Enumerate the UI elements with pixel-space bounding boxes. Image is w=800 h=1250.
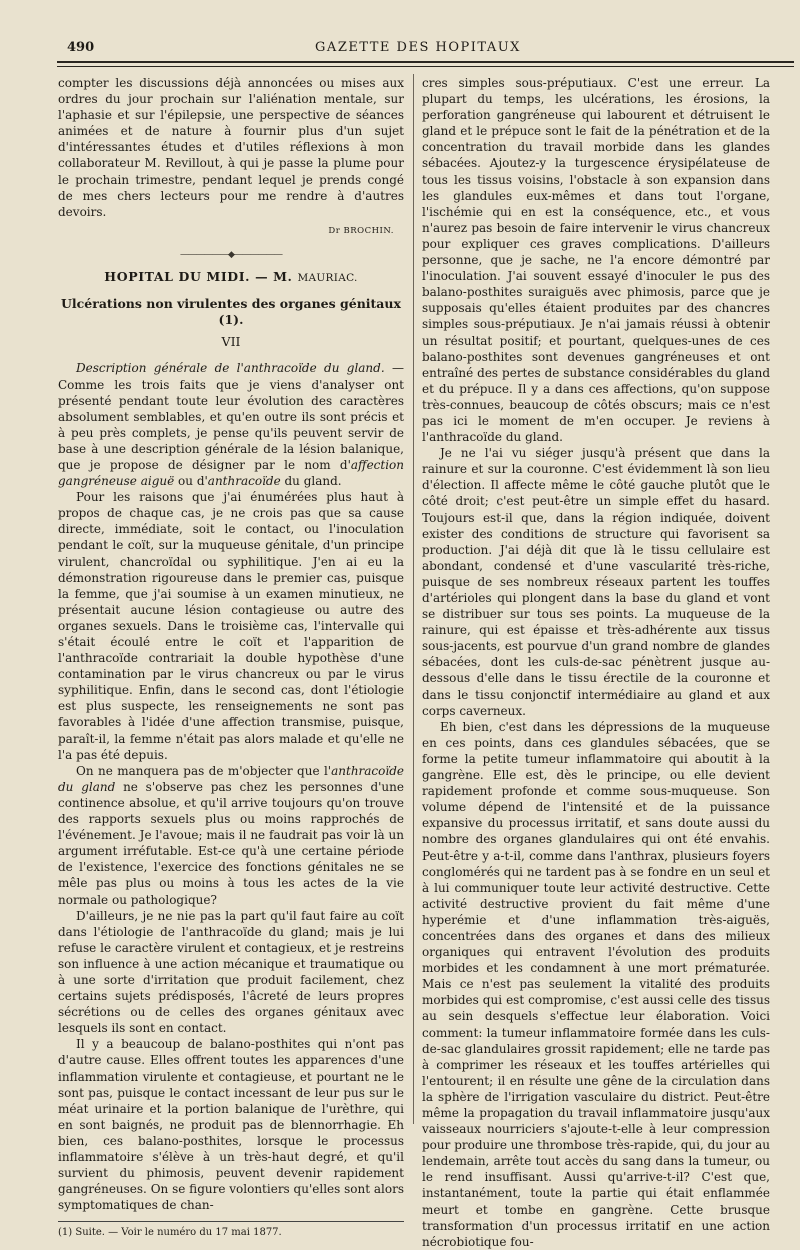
objection-start: On ne manquera pas de m'objecter que l' <box>76 763 332 778</box>
footnote-rule <box>58 1221 404 1222</box>
right-column <box>422 75 770 1250</box>
etiology-paragraph: Pour les raisons que j'ai énumérées plus haut à propos de chaque cas, je ne crois pas que sa cause directe, immédiate, soit le contact, ou l'inoculation pendant le coït, sur la muqueuse génitale, d'un principe virulent, chancroïdal ou syphilitique. J'en ai eu la démonstration rigoureuse dans le premier cas, puisque la femme, que j'ai soumise à un examen minutieux, ne présentait aucune lésion contagieuse ou autre des organes sexuels. Dans le troisième cas, l'intervalle qui s'était écoulé entre le coït et l'apparition de l'anthracoïde contrariait la double hypothèse d'une contamination par le virus chancreux ou par le virus syphilitique. Enfin, dans le second cas, dont l'étiologie est plus suspecte, les renseignements ne sont pas favorables à l'idée d'une affection transmise, puisque, paraît-il, la femme n'était pas alors malade et qu'elle ne l'a pas été depuis. <box>58 490 404 762</box>
chapter-number: VII <box>221 334 241 350</box>
author-signature: Dr BROCHIN. <box>328 225 394 236</box>
footnote: (1) Suite. — Voir le numéro du 17 mai 1877. <box>58 1227 282 1239</box>
description-title: Description générale de l'anthracoïde du gland. <box>76 361 385 376</box>
description-paragraph <box>58 360 404 489</box>
header-rule <box>57 61 794 63</box>
location-paragraph: Je ne l'ai vu siéger jusqu'à présent que dans la rainure et sur la couronne. C'est évidemment là son lieu d'élection. Il affecte même le côté gauche plutôt que le côté droit; c'est peut-être un simple effet du hasard. Toujours est-il que, dans la région indiquée, doivent exister des conditions de structure qui favorisent sa production. J'ai déjà dit que là le tissu cellulaire est abondant, condensé et d'une vascularité très-riche, puisque de ses nombreux réseaux partent les touffes d'artérioles qui plongent dans la base du gland et vont se distribuer sur tous ses points. La muqueuse de la rainure, qui est épaisse et très-adhérente aux tissus sous-jacents, est pourvue d'un grand nombre de glandes sébacées, dont les culs-de-sac pénètrent jusque au-dessous d'elle dans le tissu érectile de la couronne et dans le tissu conjonctif intermédiaire au gland et aux corps caverneux. <box>422 446 770 718</box>
continuation-paragraph: cres simples sous-préputiaux. C'est une erreur. La plupart du temps, les ulcérations, les érosions, la perforation gangréneuse qui labourent et détruisent le gland et le prépuce sont le fait de la pénétration et de la concentration du travail morbide dans les glandes sébacées. Ajoutez-y la turgescence érysipélateuse de tous les tissus voisins, l'obstacle à son expansion dans les glandules eux-mêmes et dans tout l'organe, l'ischémie qui en est la conséquence, etc., et vous n'aurez pas besoin de faire intervenir le virus chancreux pour expliquer ces graves complications. D'ailleurs personne, que je sache, ne l'a encore démontré par l'inoculation. J'ai souvent essayé d'inoculer le pus des balano-posthites suraiguës avec phimosis, parce que je supposais qu'elles étaient produites par des chancres simples sous-préputiaux. Je n'ai jamais réussi à obtenir un résultat positif; et pourtant, quelques-unes de ces balano-posthites sont devenues gangréneuses et ont entraîné des pertes de substance considérables du gland et du prépuce. Il y a dans ces affections, qu'on suppose très-connues, beaucoup de côtés obscurs; mais ce n'est pas ici le moment de m'en occuper. Je reviens à l'anthracoïde du gland. <box>422 76 770 445</box>
page-header <box>57 40 779 60</box>
coit-paragraph: D'ailleurs, je ne nie pas la part qu'il faut faire au coït dans l'étiologie de l'anthracoïde du gland; mais je lui refuse le caractère virulent et contagieux, et je restreins son influence à une action mécanique et traumatique ou à une sorte d'irritation que produit facilement, chez certains sujets prédisposés, l'âcreté de leurs propres sécrétions ou de celles des organes génitaux avec lesquels ils sont en contact. <box>58 908 404 1036</box>
description-text: — Comme les trois faits que je viens d'analyser ont présenté pendant toute leur évolution des caractères absolument semblables, et qu'en outre ils sont précis et à peu près complets, je pense qu'ils peuvent servir de base à une description générale de la lésion balanique, que je propose de désigner par le nom d' <box>58 361 404 472</box>
objection-paragraph <box>58 763 404 908</box>
balanoposthitis-paragraph: Il y a beaucoup de balano-posthites qui n'ont pas d'autre cause. Elles offrent toutes les apparences d'une inflammation virulente et contagieuse, et pourtant ne le sont pas, puisque le contact incessant de leur pus sur le méat urinaire et la portion balanique de l'urèthre, qui en sont baignés, ne produit pas de blennorrhagie. Eh bien, ces balano-posthites, lorsque le processus inflammatoire s'élève à un très-haut degré, et qu'il survient du phimosis, peuvent devenir rapidement gangréneuses. On se figure volontiers qu'elles sont alors symptomatiques de chan- <box>58 1037 404 1213</box>
left-column <box>58 75 404 1239</box>
description-mid: ou d' <box>174 474 208 489</box>
section-author: MAURIAC. <box>297 272 358 285</box>
journal-title: GAZETTE DES HOPITAUX <box>315 40 521 55</box>
mechanism-paragraph: Eh bien, c'est dans les dépressions de la muqueuse en ces points, dans ces glandules sébacées, que se forme la petite tumeur inflammatoire qui aboutit à la gangrène. Elle est, dès le principe, ou elle devient rapidement profonde et comme sous-muqueuse. Son volume dépend de l'intensité et de la puissance expansive du processus irritatif, et sans doute aussi du nombre des organes glandulaires qui ont été envahis. Peut-être y a-t-il, comme dans l'anthrax, plusieurs foyers conglomérés qui ne tardent pas à se fondre en un seul et à lui communiquer toute leur activité destructive. Cette activité destructive provient du fait même d'une hyperémie et d'une inflammation très-aiguës, concentrées dans des organes et dans des milieux organiques qui entravent l'évolution des produits morbides et les condamnent à une mort prématurée. Mais ce n'est pas seulement la vitalité des produits morbides qui est compromise, c'est aussi celle des tissus au sein desquels s'effectue leur élaboration. Voici comment: la tumeur inflammatoire formée dans les culs-de-sac glandulaires grossit rapidement; elle ne tarde pas à comprimer les réseaux et les touffes artérielles qui l'entourent; il en résulte une gêne de la circulation dans la sphère de l'irrigation vasculaire du district. Peut-être même la propagation du travail inflammatoire jusqu'aux vaisseaux nourriciers s'ajoute-t-elle à leur compression pour produire une thrombose très-rapide, qui, du jour au lendemain, arrête tout accès du sang dans la tumeur, ou le rend insuffisant. Aussi qu'arrive-t-il? C'est que, instantanément, toute la partie qui était enflammée meurt et tombe en gangrène. Cette brusque transformation d'un processus irritatif en une action nécrobiotique fou- <box>422 719 770 1249</box>
column-divider <box>413 74 414 1124</box>
section-ornament: ——————◆—————— <box>180 249 282 260</box>
description-emphasis-2: anthracoïde <box>207 474 281 489</box>
intro-paragraph: compter les discussions déjà annoncées ou mises aux ordres du jour prochain sur l'aliénation mentale, sur l'aphasie et sur l'épilepsie, une perspective de séances animées et de nature à fournir plus d'un sujet d'intéressantes études et d'utiles réflexions à mon collaborateur M. Revillout, à qui je passe la plume pour le prochain trimestre, pendant lequel je prends congé de mes chers lecteurs pour me rendre à d'autres devoirs. <box>58 76 404 219</box>
objection-end: ne s'observe pas chez les personnes d'une continence absolue, et qu'il arrive toujours qu'on trouve des rapports sexuels plus ou moins rapprochés de l'événement. Je l'avoue; mais il ne faudrait pas voir là un argument irréfutable. Est-ce qu'à une certaine période de l'existence, l'exercice des fonctions génitales ne se mêle pas plus ou moins à tous les actes de la vie normale ou pathologique? <box>58 779 404 907</box>
page-number: 490 <box>67 40 95 55</box>
description-emphasis-1: affection gangréneuse aiguë <box>58 457 404 489</box>
section-heading <box>58 269 404 286</box>
objection-emphasis: anthracoïde du gland <box>58 763 404 794</box>
description-end: du gland. <box>280 474 342 489</box>
header-rule-thin <box>57 66 794 67</box>
article-title: Ulcérations non virulentes des organes génitaux (1). <box>61 296 401 328</box>
section-title: HOPITAL DU MIDI. — M. <box>104 269 298 285</box>
